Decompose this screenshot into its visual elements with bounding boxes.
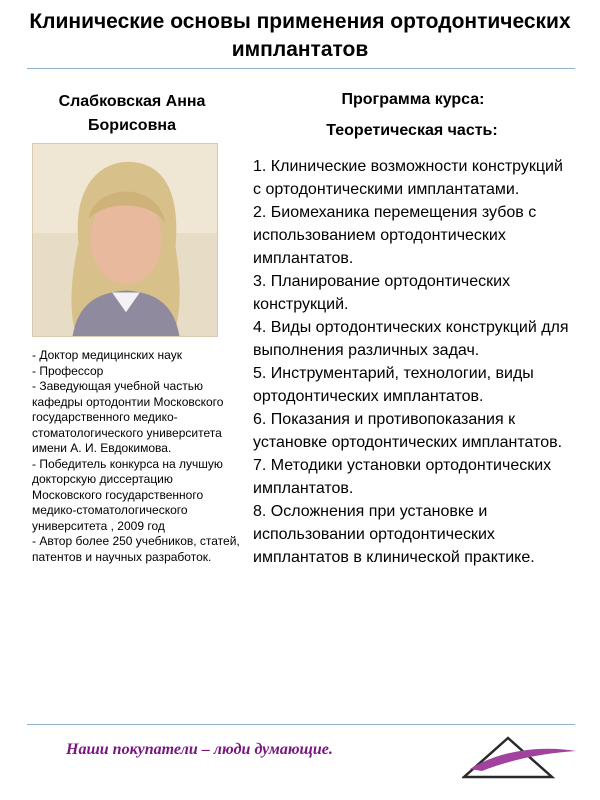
bio-item: - Профессор bbox=[32, 363, 104, 378]
lecturer-photo bbox=[32, 143, 218, 337]
footer-slogan: Наши покупатели – люди думающие. bbox=[66, 741, 333, 758]
topic-item: 1. Клинические возможности конструкций с ортодонтическими имплантатами. bbox=[253, 158, 563, 198]
topic-item: 2. Биомеханика перемещения зубов с использованием ортодонтических имплантатов. bbox=[253, 204, 537, 267]
bio-item: - Автор более 250 учебников, статей, патентов и научных разработок. bbox=[32, 534, 240, 564]
topic-item: 7. Методики установки ортодонтических имплантатов. bbox=[253, 457, 552, 497]
topic-item: 4. Виды ортодонтических конструкций для выполнения различных задач. bbox=[253, 319, 569, 359]
topic-item: 8. Осложнения при установке и использовании ортодонтических имплантатов в клинической практике. bbox=[253, 503, 535, 566]
bio-item: - Доктор медицинских наук bbox=[32, 348, 182, 362]
bottom-divider bbox=[27, 724, 575, 725]
topic-item: 3. Планирование ортодонтических конструкций. bbox=[253, 273, 511, 313]
program-heading: Программа курса: bbox=[341, 91, 485, 108]
bio-item: - Победитель конкурса на лучшую докторскую диссертацию Московского государственного медико-стоматологического университета , 2009 год bbox=[32, 456, 223, 533]
top-divider bbox=[27, 68, 575, 69]
topic-list bbox=[253, 155, 573, 569]
bio-item: - Заведующая учебной частью кафедры ортодонтии Московского государственного медико-стоматологического университета имени А. И. Евдокимова. bbox=[32, 379, 224, 455]
program-subheading: Теоретическая часть: bbox=[326, 122, 498, 139]
lecturer-bio bbox=[32, 348, 242, 565]
topic-item: 6. Показания и противопоказания к установке ортодонтических имплантатов. bbox=[253, 411, 563, 451]
page-title: Клинические основы применения ортодонтических имплантатов bbox=[29, 10, 571, 61]
lecturer-name: Слабковская Анна Борисовна bbox=[58, 93, 206, 134]
triangle-swoosh-logo-icon bbox=[462, 735, 580, 779]
topic-item: 5. Инструментарий, технологии, виды ортодонтических имплантатов. bbox=[253, 365, 534, 405]
person-silhouette-icon bbox=[33, 144, 217, 336]
